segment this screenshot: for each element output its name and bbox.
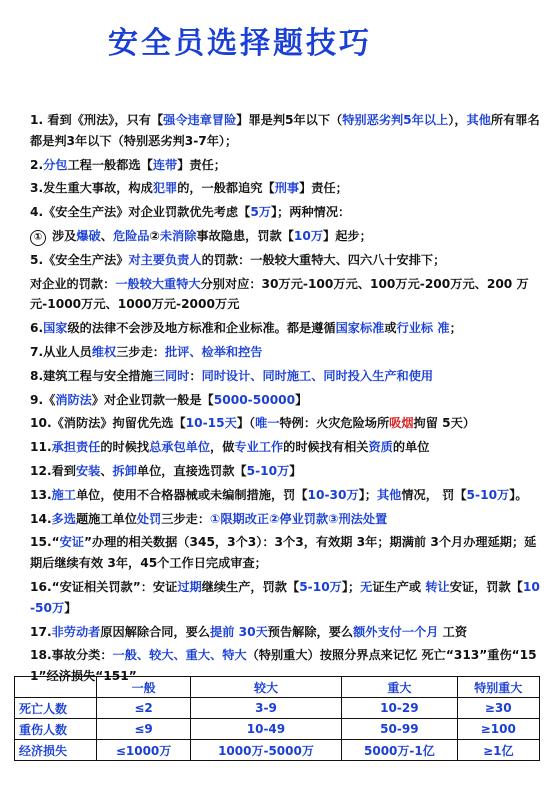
- tip-text-segment: 】；: [341, 579, 361, 594]
- tip-text-segment: ，做: [210, 440, 235, 455]
- tip-text-segment: 国家: [43, 321, 68, 336]
- tip-text-segment: 、: [100, 228, 113, 243]
- tip-text-segment: 行业标 准: [396, 321, 450, 336]
- tip-line: [30, 178, 540, 199]
- tip-text-segment: （特别重大）按照分界点来记忆 死亡“313”重伤“151”经济损失“151”: [30, 648, 537, 684]
- tip-text-segment: 或: [384, 321, 397, 336]
- tip-text-segment: 消防法: [55, 392, 92, 407]
- page-title: 安全员选择题技巧: [108, 26, 372, 61]
- table-cell: 1000万-5000万: [190, 740, 342, 761]
- table-header-cell: 较大: [190, 677, 342, 698]
- tip-line: [30, 274, 540, 316]
- tip-text-segment: 11.: [30, 440, 52, 455]
- row-label: 重伤人数: [15, 719, 97, 740]
- table-header-cell: 重大: [342, 677, 457, 698]
- tip-text-segment: 的，一般都追究【: [177, 181, 275, 196]
- tip-text-segment: 17.: [30, 624, 52, 639]
- table-cell: ≤2: [97, 698, 190, 719]
- tip-text-segment: 事故隐患，罚款【: [196, 228, 294, 243]
- table-cell: 5000万-1亿: [342, 740, 457, 761]
- tip-text-segment: 的罚款：一般较大重特大、四六八十安排下；: [201, 252, 446, 267]
- table-row: [15, 740, 540, 761]
- table-header-cell: 特别重大: [457, 677, 539, 698]
- table-cell: 10-49: [190, 719, 342, 740]
- tip-text-segment: 7.从业人员: [30, 344, 92, 359]
- tip-text-segment: 5-10万: [466, 487, 510, 502]
- tip-text-segment: 】；两种情况：: [270, 205, 351, 220]
- tip-text-segment: 16.“安证相关罚款”：安证: [30, 579, 178, 594]
- tip-text-segment: 安装: [75, 463, 101, 478]
- tip-text-segment: 承担责任: [51, 440, 101, 455]
- tip-text-segment: 18.事故分类：: [30, 648, 113, 663]
- tip-text-segment: 】责任；: [299, 181, 348, 196]
- tip-text-segment: 14.: [30, 511, 52, 526]
- tip-line: [30, 318, 540, 339]
- tip-text-segment: 非劳动者: [51, 624, 101, 639]
- tip-text-segment: 】: [295, 392, 308, 407]
- tip-text-segment: 施工: [51, 487, 76, 502]
- tip-text-segment: 题施工单位: [75, 511, 137, 526]
- tip-text-segment: 拘留 5天）: [413, 416, 476, 431]
- tip-text-segment: 其他: [466, 113, 491, 127]
- tip-text-segment: 5-10万: [246, 463, 290, 478]
- tip-text-segment: 8.建筑工程与安全措施: [30, 368, 153, 383]
- tip-text-segment: 13.: [30, 487, 52, 502]
- tip-text-segment: 一般、较大、重大、特大: [112, 648, 247, 663]
- tip-text-segment: 】: [289, 463, 302, 478]
- tip-text-segment: 的单位: [392, 440, 430, 455]
- tip-text-segment: 对企业的罚款：: [30, 276, 116, 291]
- tip-text-segment: 批评、检举和控告: [165, 344, 263, 359]
- table-cell: ≤9: [97, 719, 190, 740]
- tip-text-segment: 维权: [91, 344, 117, 359]
- tip-line: [30, 390, 540, 411]
- tip-line: [30, 532, 540, 574]
- tip-text-segment: 情况， 罚【: [401, 487, 467, 502]
- tip-text-segment: 强令违章冒险: [163, 113, 237, 127]
- tips-list: [30, 110, 540, 690]
- tip-text-segment: 》对企业罚款一般是【: [91, 392, 214, 407]
- tip-text-segment: 总承包单位: [149, 440, 211, 455]
- tip-text-segment: 10-50万: [30, 579, 540, 615]
- tip-line: [30, 110, 540, 152]
- tip-text-segment: 5.《安全生产法》: [30, 252, 129, 267]
- tip-text-segment: 一般较大重特大: [115, 276, 201, 291]
- tip-line: [30, 485, 540, 506]
- tip-text-segment: 对主要负责人: [128, 252, 202, 267]
- tip-text-segment: 其他: [376, 487, 402, 502]
- tip-text-segment: 10-30万: [307, 487, 359, 502]
- tip-text-segment: 所有罪名都是判3年以下（特别恶劣判3-7年）；: [30, 113, 540, 148]
- tip-text-segment: 级的法律不会涉及地方标准和企业标准。都是遵循: [67, 321, 336, 336]
- tip-text-segment: 10万: [293, 228, 324, 243]
- tip-line: [30, 437, 540, 458]
- tip-line: [30, 202, 540, 223]
- tip-line: [30, 366, 540, 387]
- tip-text-segment: 5万: [250, 205, 271, 220]
- tip-text-segment: 3.发生重大事故，构成: [30, 181, 153, 196]
- tip-text-segment: 9.《: [30, 392, 56, 407]
- tip-text-segment: 分别对应：30万元-100万元、100万元-200万元、200 万元-1000万元、1000万元-2000万元: [30, 276, 529, 312]
- tip-text-segment: 15.“: [30, 535, 60, 550]
- tip-text-segment: 】。: [509, 487, 528, 502]
- table-cell: ≥30: [457, 698, 539, 719]
- tip-text-segment: 】: [64, 600, 77, 615]
- tip-text-segment: 连带: [152, 157, 178, 172]
- tip-text-segment: 三步走：: [161, 511, 211, 526]
- tip-text-segment: 三步走：: [116, 344, 165, 359]
- tip-text-segment: 5000-50000: [213, 392, 296, 407]
- tip-text-segment: 12.看到: [30, 463, 76, 478]
- tip-text-segment: 处罚: [136, 511, 162, 526]
- table-cell: 3-9: [190, 698, 342, 719]
- tip-text-segment: 6.: [30, 321, 44, 336]
- table-header-cell: [15, 677, 97, 698]
- table-cell: 50-99: [342, 719, 457, 740]
- tip-line: [30, 155, 540, 176]
- tip-text-segment: ②: [149, 228, 160, 243]
- tip-text-segment: 原因解除合同，要么: [100, 624, 211, 639]
- tip-text-segment: 无: [360, 579, 373, 594]
- tip-text-segment: ；: [449, 321, 462, 336]
- tip-text-segment: 危险品: [112, 228, 150, 243]
- tip-line: [30, 461, 540, 482]
- tip-text-segment: ：: [189, 368, 202, 383]
- tip-text-segment: ），: [448, 113, 467, 127]
- tip-line: [30, 226, 540, 247]
- tip-text-segment: 特例：火灾危险场所: [279, 416, 390, 431]
- tip-text-segment: 多选: [51, 511, 76, 526]
- tip-line: [30, 342, 540, 363]
- tip-text-segment: 10-15天: [185, 416, 237, 431]
- table-cell: ≥100: [457, 719, 539, 740]
- table-row: [15, 719, 540, 740]
- tip-text-segment: 三同时: [152, 368, 190, 383]
- tip-line: [30, 250, 540, 271]
- tip-text-segment: 单位，直接选罚款【: [136, 463, 247, 478]
- tip-text-segment: 、: [100, 463, 113, 478]
- table-row: [15, 698, 540, 719]
- table-header-cell: 一般: [97, 677, 190, 698]
- tip-text-segment: 转让: [425, 579, 450, 594]
- tip-text-segment: 资质: [368, 440, 393, 455]
- tip-text-segment: 预告解除，要么: [267, 624, 354, 639]
- tip-text-segment: 唯一: [255, 416, 280, 431]
- tip-text-segment: 同时设计、同时施工、同时投入生产和使用: [201, 368, 434, 383]
- tip-text-segment: 继续生产，罚款【: [201, 579, 300, 594]
- tip-text-segment: 安证，罚款【: [449, 579, 523, 594]
- table-cell: ≤1000万: [97, 740, 190, 761]
- tip-text-segment: 单位，使用不合格器械或未编制措施，罚【: [75, 487, 308, 502]
- tip-text-segment: 安证: [59, 535, 84, 550]
- table-cell: ≥1亿: [457, 740, 539, 761]
- tip-text-segment: 涉及: [52, 228, 77, 243]
- tip-line: [30, 622, 540, 643]
- tip-text-segment: 】；: [358, 487, 377, 502]
- tip-text-segment: 证生产或: [372, 579, 426, 594]
- tip-text-segment: 爆破: [76, 228, 101, 243]
- tip-line: [30, 413, 540, 434]
- tip-text-segment: 】罪是判5年以下（: [236, 113, 343, 127]
- tip-line: [30, 509, 540, 530]
- accident-classification-table: [14, 676, 540, 761]
- tip-text-segment: 】（: [236, 416, 256, 431]
- tip-text-segment: 额外支付一个月: [353, 624, 439, 639]
- row-label: 经济损失: [15, 740, 97, 761]
- circled-number-marker: ①: [30, 230, 46, 246]
- tip-line: [30, 577, 540, 619]
- table-header-row: [15, 677, 540, 698]
- row-label: 死亡人数: [15, 698, 97, 719]
- tip-text-segment: 犯罪: [152, 181, 178, 196]
- tip-text-segment: 未消除: [159, 228, 197, 243]
- tip-text-segment: 过期: [177, 579, 202, 594]
- tip-text-segment: 】起步；: [323, 228, 372, 243]
- tip-text-segment: 的时候找有相关: [283, 440, 369, 455]
- tip-text-segment: 提前 30天: [210, 624, 268, 639]
- tip-text-segment: 】责任；: [177, 157, 226, 172]
- tip-text-segment: ”办理的相关数据（345，3个3）：3个3，有效期 3年；期满前 3个月办理延期；延期后继续有效 3年，45个工作日完成审查；: [30, 535, 537, 571]
- tip-text-segment: 吸烟: [389, 416, 414, 431]
- tip-text-segment: 特别恶劣判5年以上: [342, 113, 449, 127]
- tip-text-segment: 国家标准: [335, 321, 385, 336]
- tip-text-segment: 的时候找: [100, 440, 150, 455]
- tip-text-segment: 工程一般都选【: [67, 157, 153, 172]
- tip-text-segment: 刑事: [274, 181, 300, 196]
- tip-text-segment: 2.: [30, 157, 44, 172]
- tip-text-segment: 4.《安全生产法》对企业罚款优先考虑【: [30, 205, 251, 220]
- tip-text-segment: ①限期改正②停业罚款③刑法处置: [210, 511, 388, 526]
- tip-text-segment: 1. 看到《刑法》，只有【: [30, 113, 164, 127]
- tip-text-segment: 5-10万: [299, 579, 342, 594]
- tip-text-segment: 10.《消防法》拘留优先选【: [30, 416, 186, 431]
- tip-text-segment: 分包: [43, 157, 68, 172]
- tip-text-segment: 专业工作: [234, 440, 284, 455]
- tip-text-segment: 拆卸: [112, 463, 137, 478]
- table-cell: 10-29: [342, 698, 457, 719]
- tip-text-segment: 工资: [438, 624, 468, 639]
